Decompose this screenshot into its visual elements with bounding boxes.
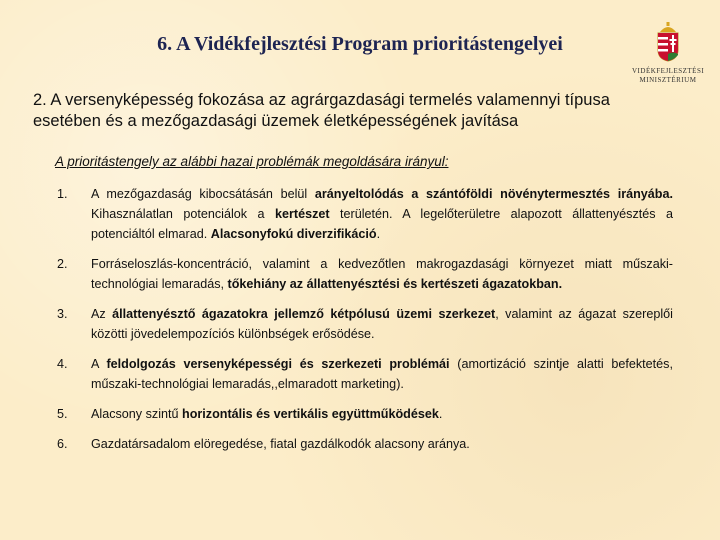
list-item xyxy=(57,184,673,244)
item-text xyxy=(91,434,673,454)
text-segment: Gazdatársadalom elöregedése, fiatal gazdálkodók alacsony aránya. xyxy=(91,437,470,451)
logo-text-line1: VIDÉKFEJLESZTÉSI xyxy=(632,67,705,75)
text-segment: , valamint az ágazat szereplői közötti jövedelempozíciós különbségek erősödése. xyxy=(91,307,673,341)
coat-of-arms-icon xyxy=(655,22,681,62)
item-text xyxy=(91,404,673,424)
bold-text-segment: tőkehiány az állattenyésztési és kertészeti ágazatokban. xyxy=(227,277,563,291)
slide-title: 6. A Vidékfejlesztési Program prioritástengelyei xyxy=(157,33,563,55)
list-item xyxy=(57,254,673,294)
list-item xyxy=(57,304,673,344)
section-heading: 2. A versenyképesség fokozása az agrárgazdasági termelés valamennyi típusa esetében és a mezőgazdasági üzemek életképességének javítása xyxy=(33,91,610,130)
bold-text-segment: feldolgozás versenyképességi és szerkezeti problémái xyxy=(106,357,450,371)
bold-text-segment: arányeltolódás a szántóföldi növénytermesztés irányába. xyxy=(314,187,673,201)
bold-text-segment: horizontális és vertikális együttműködések xyxy=(182,407,439,421)
text-segment: . xyxy=(376,227,381,241)
text-segment: Kihasználatlan potenciálok a xyxy=(91,207,275,221)
item-number: 5. xyxy=(57,407,68,421)
list-item xyxy=(57,354,673,394)
text-segment: területén. A legelőterületre alapozott állattenyésztés a potenciáltól elmarad. xyxy=(91,207,673,241)
list-item xyxy=(57,404,673,424)
item-number: 1. xyxy=(57,187,68,201)
text-segment: . xyxy=(438,407,443,421)
item-text xyxy=(91,184,673,244)
text-segment: A mezőgazdaság kibocsátásán belül xyxy=(91,187,315,201)
bold-text-segment: Alacsonyfokú diverzifikáció xyxy=(210,227,377,241)
text-segment: A xyxy=(91,357,107,371)
item-number: 6. xyxy=(57,437,68,451)
item-number: 4. xyxy=(57,357,68,371)
item-number: 2. xyxy=(57,257,68,271)
text-segment: Alacsony szintű xyxy=(91,407,182,421)
list-item xyxy=(57,434,673,454)
logo-text-line2: MINISZTÉRIUM xyxy=(639,76,697,84)
item-number: 3. xyxy=(57,307,68,321)
item-text xyxy=(91,354,673,394)
text-segment: Az xyxy=(91,307,113,321)
ministry-logo xyxy=(632,22,704,85)
text-segment: (amortizáció szintje alatti befektetés, műszaki-technológiai lemaradás,,elmaradott marketing). xyxy=(91,357,673,391)
bold-text-segment: kertészet xyxy=(274,207,330,221)
subtitle: A prioritástengely az alábbi hazai problémák megoldására irányul: xyxy=(55,154,449,169)
bold-text-segment: állattenyésztő ágazatokra jellemző kétpólusú üzemi szerkezet xyxy=(112,307,496,321)
text-segment: Forráseloszlás-koncentráció, valamint a kedvezőtlen makrogazdasági környezet miatt műszaki-technológiai lemaradás, xyxy=(91,257,673,291)
item-text xyxy=(91,304,673,344)
problem-list xyxy=(57,184,673,464)
item-text xyxy=(91,254,673,294)
